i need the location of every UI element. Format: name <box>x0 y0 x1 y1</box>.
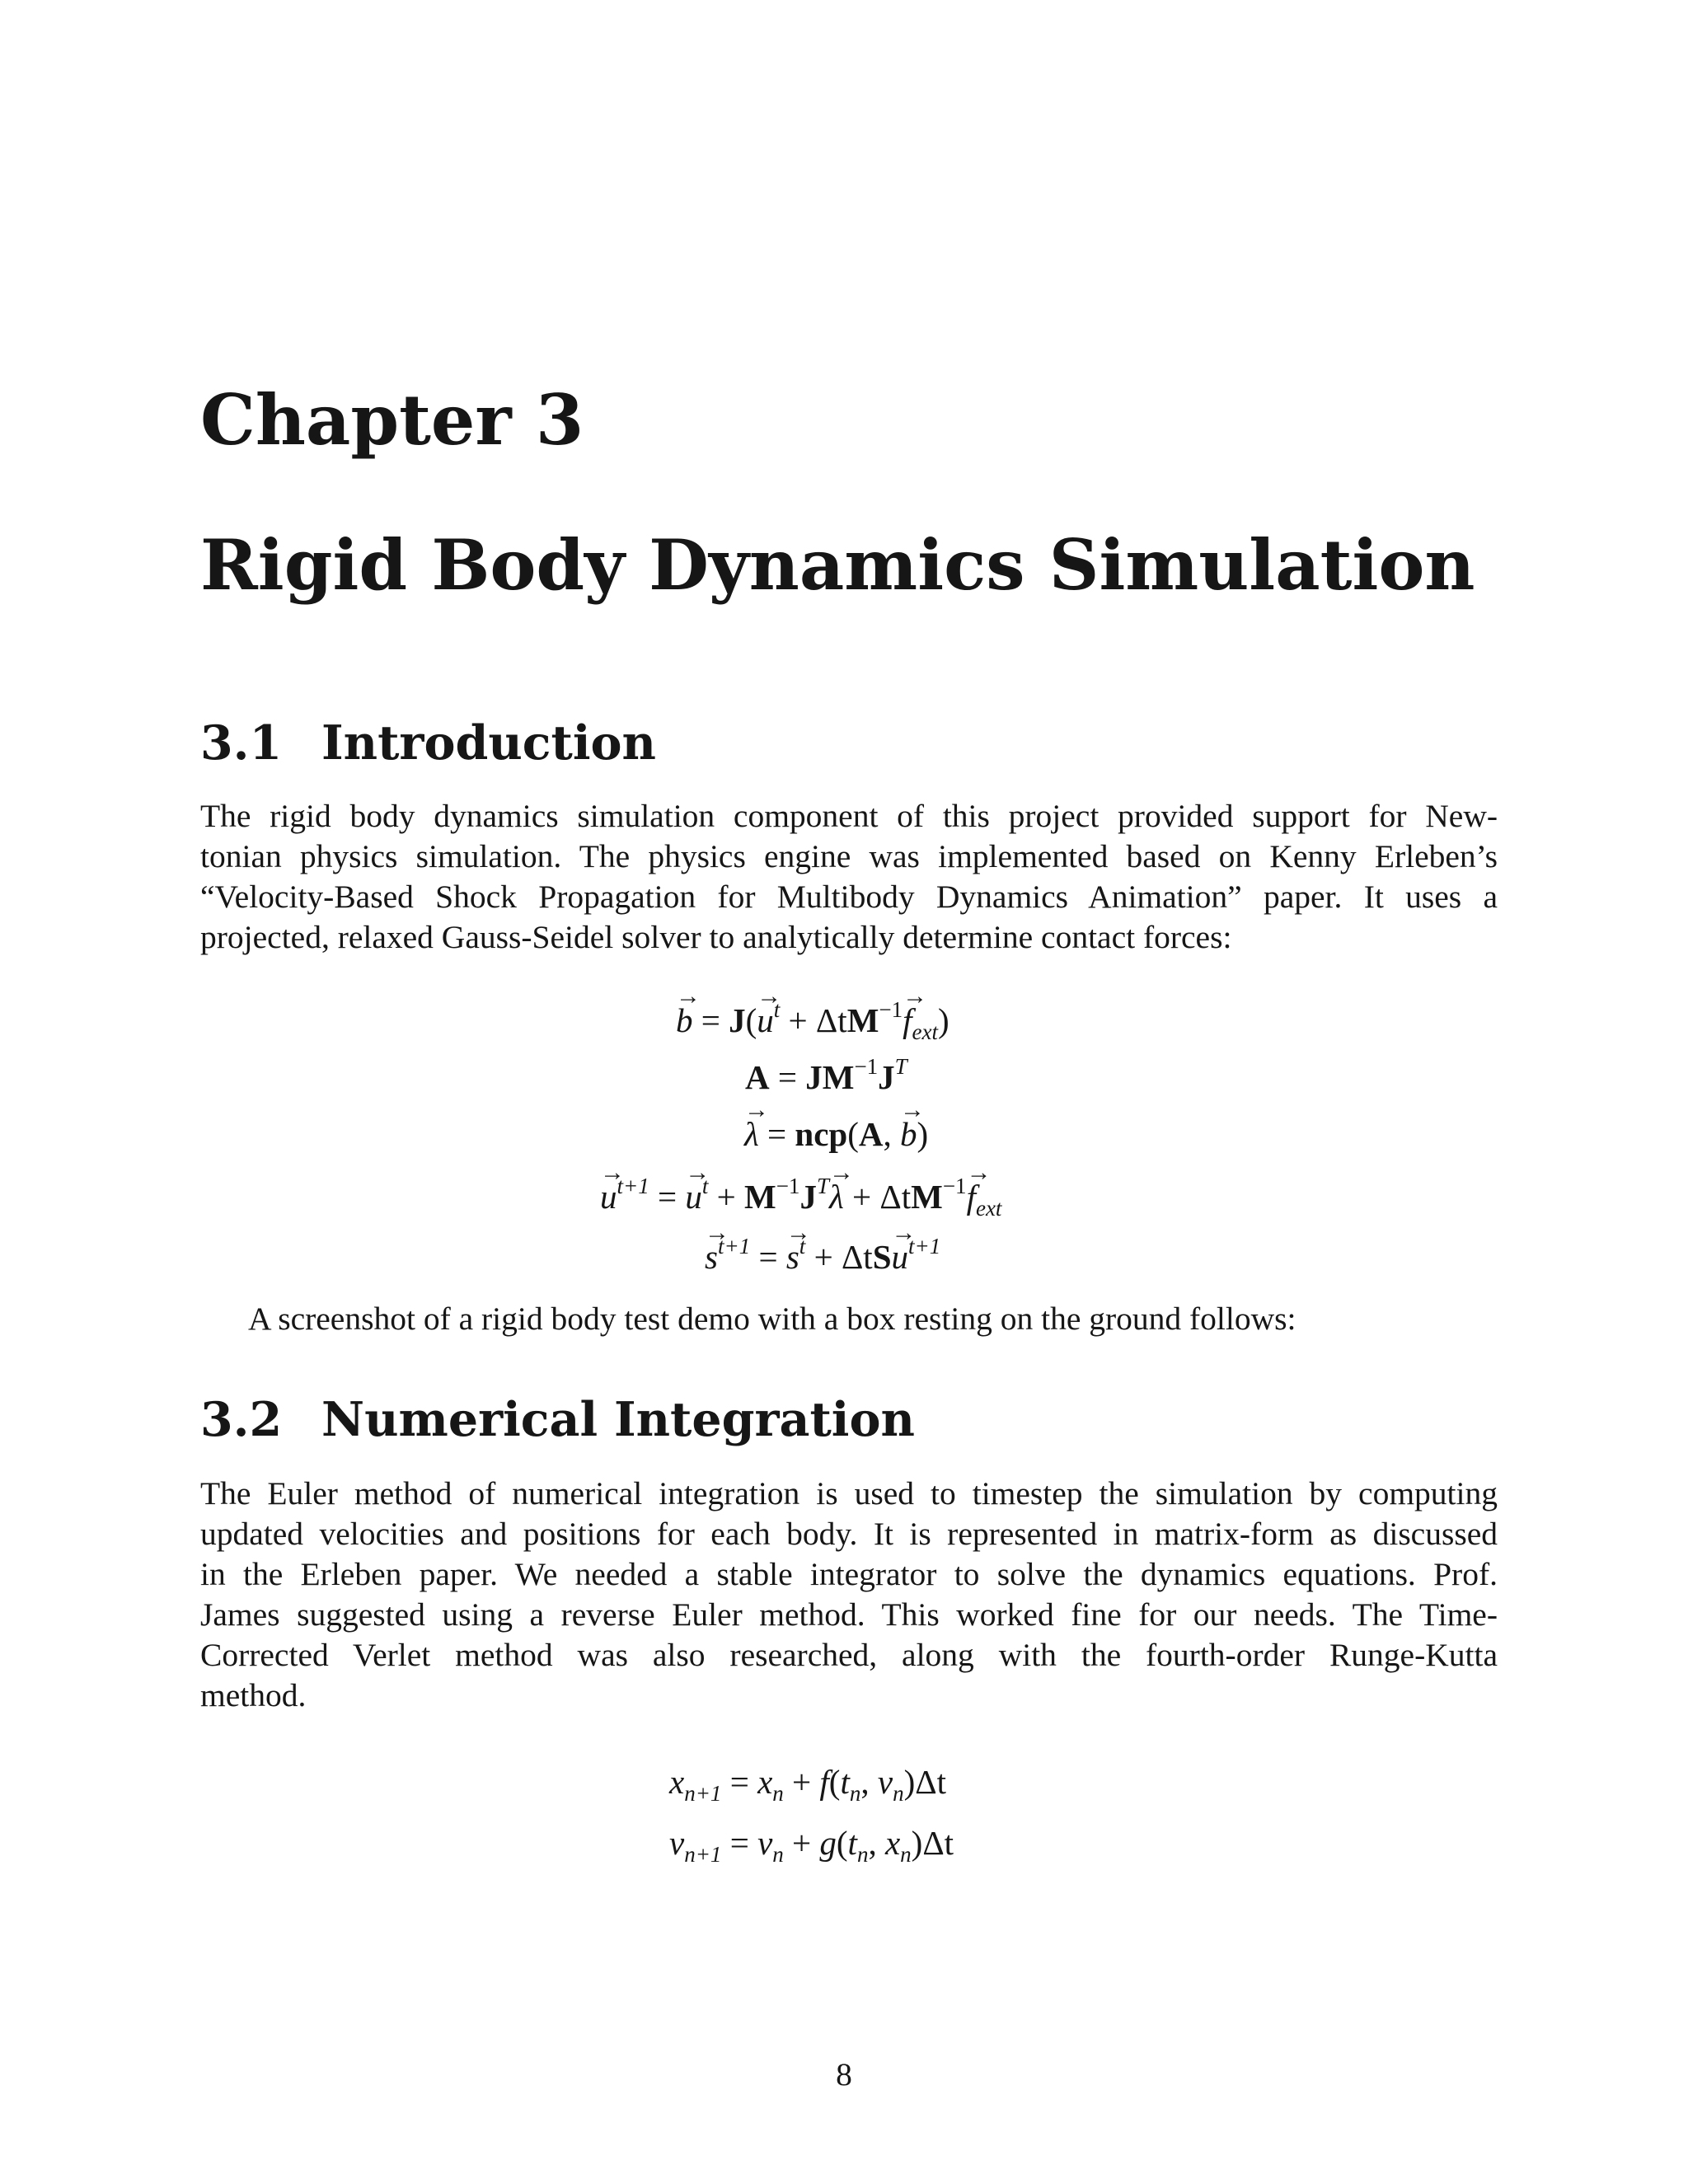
section-number: 3.2 <box>200 1392 283 1447</box>
section-heading-introduction <box>200 715 656 771</box>
equation-a: $A = JM^{-1}J^T$ <box>745 1054 907 1096</box>
paragraph-line: James suggested using a reverse Euler method. This worked fine for our needs. The Time- <box>200 1596 1498 1633</box>
integration-paragraph <box>200 1474 1498 1716</box>
paragraph-line: tonian physics simulation. The physics engine was implemented based on Kenny Erleben’s <box>200 838 1498 874</box>
paragraph-line: The rigid body dynamics simulation component of this project provided support for New- <box>200 798 1498 834</box>
equation-euler-position: $x_{n+1} = x_n + f(t_n$, $v_n)\Delta t$ <box>669 1763 946 1806</box>
page-number: 8 <box>836 2056 852 2093</box>
paragraph-line: method. <box>200 1677 307 1713</box>
paragraph-line: projected, relaxed Gauss-Seidel solver to analytically determine contact forces: <box>200 919 1232 955</box>
equation-velocity-update: → $u^{t+1}$ = → $u^t + M^{-1}J^T\to \lambda + \Delta tM^{-1}\to f_{ext}$ <box>600 1180 1001 1214</box>
equation-euler-velocity: $v_{n+1} = v_n + g(t_n$, $x_n)\Delta t$ <box>669 1824 954 1867</box>
paragraph-line: The Euler method of numerical integration is used to timestep the simulation by computing <box>200 1475 1498 1511</box>
section-title: Numerical Integration <box>321 1392 915 1447</box>
chapter-title: Rigid Body Dynamics Simulation <box>200 524 1475 606</box>
equation-b: → $b = J(\to u^t + \Delta tM^{-1}\to f_{ext})$ <box>676 1004 950 1038</box>
paragraph-line: “Velocity-Based Shock Propagation for Multibody Dynamics Animation” paper. It uses a <box>200 879 1498 915</box>
screenshot-note: A screenshot of a rigid body test demo with a box resting on the ground follows: <box>248 1301 1296 1337</box>
paragraph-line: updated velocities and positions for each body. It is represented in matrix-form as discussed <box>200 1516 1498 1552</box>
section-title: Introduction <box>321 715 656 771</box>
section-number: 3.1 <box>200 715 283 771</box>
paragraph-line: in the Erleben paper. We needed a stable integrator to solve the dynamics equations. Prof. <box>200 1556 1498 1592</box>
introduction-paragraph <box>200 796 1498 958</box>
chapter-label: Chapter 3 <box>200 379 584 461</box>
equation-lambda: → λ = ncp(A, → b) <box>744 1118 928 1151</box>
equation-position-update: → $s^{t+1}$ = → $s^t + \Delta tS\to u^{t+1}$ <box>705 1240 940 1274</box>
section-heading-numerical-integration <box>200 1392 915 1447</box>
paragraph-line: Corrected Verlet method was also researched, along with the fourth-order Runge-Kutta <box>200 1637 1498 1673</box>
